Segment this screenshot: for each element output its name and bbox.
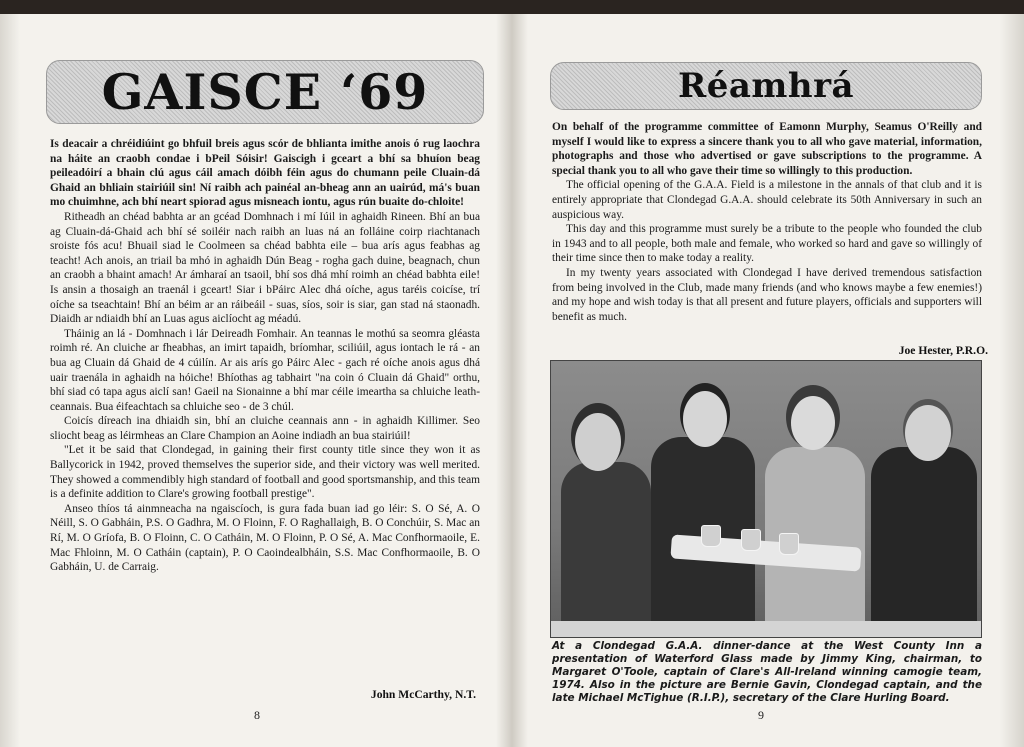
table-edge bbox=[551, 621, 981, 637]
intro-paragraph-right: On behalf of the programme committee of Eamonn Murphy, Seamus O'Reilly and myself I would like to express a sincere thank you to all who gave material, information, photographs and those who advertised or gave subscriptions to the programme. A special thank you to all who gave their time so willingly to this production. bbox=[552, 121, 982, 177]
paragraph-right-1: The official opening of the G.A.A. Field is a milestone in the annals of that club and it is entirely appropriate that Clondegad G.A.A. should celebrate its 50th Anniversary in such an auspicious way. bbox=[552, 179, 982, 221]
person-1-figure bbox=[553, 407, 653, 637]
paragraph-right-3: In my twenty years associated with Clondegad I have derived tremendous satisfaction from being involved in the Club, made many friends (and who knows maybe a few enemies!) and my hope and wish today is that all present and future players, officials and supporters will benefit as much. bbox=[552, 266, 982, 323]
paragraph-left-2: Tháinig an lá - Domhnach i lár Deireadh Fomhair. An teannas le mothú sa seomra gléasta roimh ré. An cluiche ar fheabhas, an imirt tapaidh, bríomhar, sciliúil, agus iontach le rá - an bua ag Cluain dá Ghaid de 4 cúilín. Ar ais arís go Páirc Alec - gach ré oíche anois agus dhá uair traenála in aghaidh na hóiche! Bhíothas ag tabhairt "na coin ó Cluain dá Ghaid" orthu, bhí siad có tapa agus aiclí san! Gaeil na Sionainne a bhí mar céile imeartha sa chluiche leath-ceannais. Bua éifeachtach sa chluiche seo - de 3 chúl. bbox=[50, 327, 480, 413]
presentation-photo bbox=[550, 360, 982, 638]
article-body-left bbox=[50, 137, 480, 575]
glass-3 bbox=[779, 533, 799, 555]
intro-paragraph-left: Is deacair a chréidiúint go bhfuil breis agus scór de bhlianta imithe anois ó rug laochra na háite an craobh condae i bPeil Sóisir! Gaiscigh i gceart a bhí sa bhuíon beag peileadóirí a bhain clú agus cáil amach dóibh féin agus do chumann peile Cluain-dá Ghaid an bhliain stairiúil sin! Ní raibh ach painéal an-bheag ann an uairúd, má's buan mo chuimhne, ach bhí neart spiorad agus misneach iontu, agus rún buaite do-chloite! bbox=[50, 138, 480, 209]
glass-2 bbox=[741, 529, 761, 551]
paragraph-left-4: "Let it be said that Clondegad, in gaining their first county title since they won it as Ballycorick in 1942, proved themselves the superior side, and their victory was well merited. They showed a commendibly high standard of football and good sportsmanship, and this team is a definite addition to Clare's growing football prestige". bbox=[50, 444, 480, 501]
author-signature-left: John McCarthy, N.T. bbox=[370, 688, 476, 701]
page-number-left: 8 bbox=[254, 708, 260, 722]
paragraph-left-5: Anseo thíos tá ainmneacha na ngaiscíoch, is gura fada buan iad go léir: S. O Sé, A. O Néill, S. O Gabháin, P.S. O Gadhra, M. O Floinn, F. O Raghallaigh, B. O Conchúir, S. Mac an Rí, M. O Gríofa, B. O Floinn, C. O Catháin, M. O Floinn, P. O Sé, A. Mac Confhormaoile, E. Mac Fhloinn, M. O Catháin (captain), P. O Caoindealbháin, S.S. Mac Confhormaoile, B. O Gabháin, U. de Carraig. bbox=[50, 502, 480, 574]
page-title-right: Réamhrá bbox=[677, 66, 855, 106]
title-banner-left bbox=[46, 60, 484, 124]
page-title-left: GAISCE ‘69 bbox=[101, 63, 429, 121]
paragraph-right-2: This day and this programme must surely be a tribute to the people who founded the club in 1943 and to all people, both male and female, who worked so hard and gave so willingly of their time since then to make today a reality. bbox=[552, 223, 982, 265]
author-signature-right: Joe Hester, P.R.O. bbox=[898, 344, 988, 357]
article-body-right bbox=[552, 120, 982, 324]
person-3-figure bbox=[759, 392, 869, 637]
person-4-figure bbox=[867, 399, 979, 637]
paragraph-left-3: Coicís díreach ina dhiaidh sin, bhí an cluiche ceannais ann - in aghaidh Killimer. Seo sliocht beag as léirmheas an Clare Champion an Aoine indiadh an bua stairiúil! bbox=[50, 415, 480, 442]
glass-1 bbox=[701, 525, 721, 547]
person-2-figure bbox=[647, 387, 759, 637]
title-banner-right bbox=[550, 62, 982, 110]
right-page bbox=[512, 14, 1024, 747]
paragraph-left-1: Ritheadh an chéad babhta ar an gcéad Domhnach i mí Iúil in aghaidh Rineen. Bhí an bua ag Cluain-dá-Ghaid ach bhí sé soiléir nach raibh an luas ná an folláine coirp riachtanach sroiste fós acu! Bhuail siad le Coolmeen sa chéad babhta eile – bua arís agus feabhas ag teacht! Ach anois, an triail ba mhó in aghaidh Dún Beag - rogha gach duine, beagnach, chun an craobh a bhaint amach! Ar ámharaí an tsaoil, bhí sos dhá mhí roimh an chéad babhta eile! Is ansin a thosaigh an traenál i gceart! Siar i bPáirc Alec dhá oíche, agus taréis coicíse, trí oíche sa tseachtain! Bhí an béim ar an ráibeáil - suas, síos, soir is siar, gan stad ná staonadh. Diaidh ar ndiaidh bhí an Luas agus aiclíocht ag méadú. bbox=[50, 210, 480, 326]
photo-caption: At a Clondegad G.A.A. dinner-dance at the West County Inn a presentation of Waterford Glass made by Jimmy King, chairman, to Margaret O'Toole, captain of Clare's All-Ireland winning camogie team, 1974. Also in the picture are Bernie Gavin, Clondegad captain, and the late Michael McTighue (R.I.P.), secretary of the Clare Hurling Board. bbox=[552, 640, 982, 704]
booklet-spread bbox=[0, 14, 1024, 747]
left-page bbox=[0, 14, 512, 747]
page-number-right: 9 bbox=[758, 708, 764, 722]
